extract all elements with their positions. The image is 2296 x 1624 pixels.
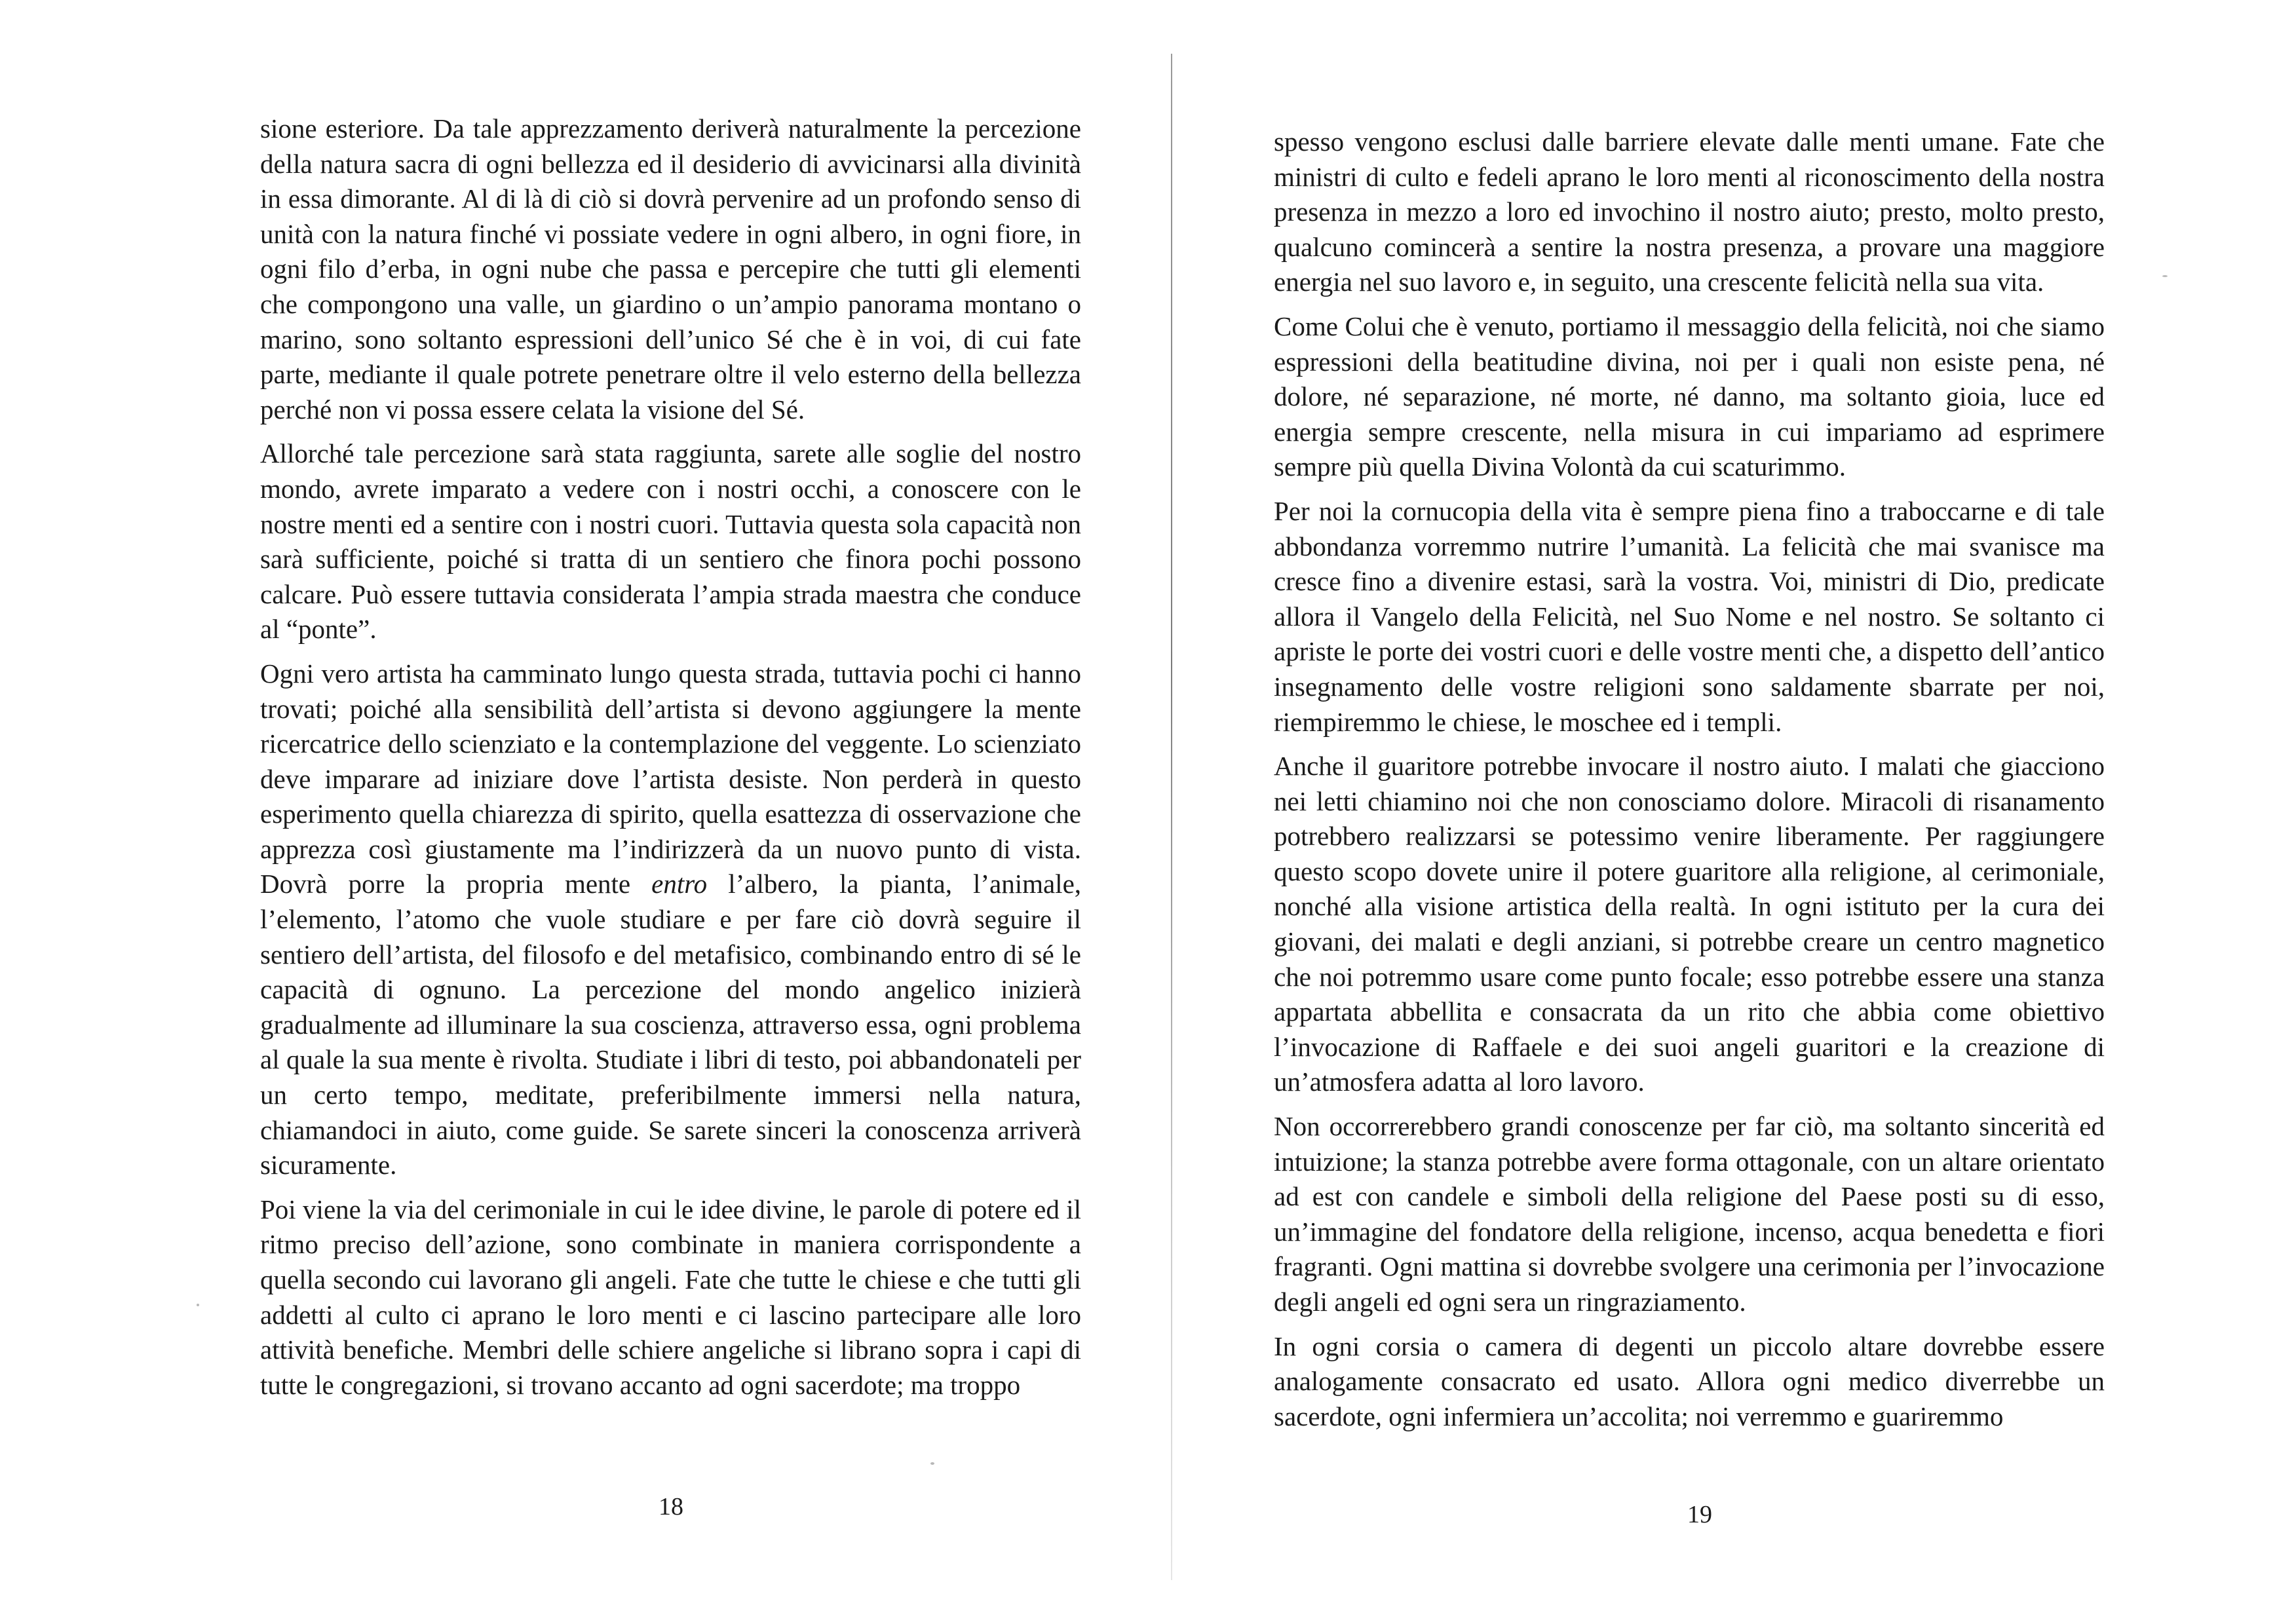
emphasis-entro: entro [651, 869, 708, 899]
page-number-left: 18 [659, 1493, 683, 1520]
page-number-right: 19 [1687, 1501, 1712, 1528]
scan-speck [2162, 275, 2168, 277]
right-paragraph-5: Non occorrerebbero grandi conoscenze per far ciò, ma soltanto sincerità ed intuizione; la stanza potrebbe avere forma ottagonale, con un altare orientato ad est con candele e simboli della religione del Paese posti su di esso, un’immagine del fondatore della religione, incenso, acqua benedetta e fiori fragranti. Ogni mattina si dovrebbe svolgere una cerimonia per l’invocazione degli angeli ed ogni sera un ringraziamento. [1274, 1111, 2105, 1317]
left-paragraph-3-end: l’albero, la pianta, l’animale, l’elemento, l’atomo che vuole studiare e per fare ciò dovrà seguire il sentiero dell’artista, del filosofo e del metafisico, combinando entro di sé le capacità di ognuno. La percezione del mondo angelico inizierà gradualmente ad illuminare la sua coscienza, attraverso essa, ogni problema al quale la sua mente è rivolta. Studiate i libri di testo, poi abbandonateli per un certo tempo, meditate, preferibilmente immersi nella natura, chiamandoci in aiuto, come guide. Se sarete sinceri la conoscenza arriverà sicuramente. [260, 869, 1082, 1180]
right-paragraph-4: Anche il guaritore potrebbe invocare il nostro aiuto. I malati che giacciono nei letti chiamino noi che non conosciamo dolore. Miracoli di risanamento potrebbero realizzarsi se potessimo venire liberamente. Per raggiungere questo scopo dovete unire il potere guaritore alla religione, al cerimoniale, nonché alla visione artistica della realtà. In ogni istituto per la cura dei giovani, dei malati e degli anziani, si potrebbe creare un centro magnetico che noi potremmo usare come punto focale; esso potrebbe essere una stanza appartata abbellita e consacrata da un rito che abbia come obiettivo l’invocazione di Raffaele e dei suoi angeli guaritori e la creazione di un’atmosfera adatta al loro lavoro. [1274, 751, 2105, 1097]
left-paragraph-2: Allorché tale percezione sarà stata raggiunta, sarete alle soglie del nostro mondo, avrete imparato a vedere con i nostri occhi, a conoscere con le nostre menti ed a sentire con i nostri cuori. Tuttavia questa sola capacità non sarà sufficiente, poiché si tratta di un sentiero che finora pochi possono calcare. Può essere tuttavia considerata l’ampia strada maestra che conduce al “ponte”. [260, 438, 1081, 645]
left-page-text [260, 111, 1081, 1412]
scan-speck [930, 1462, 934, 1465]
left-paragraph-4: Poi viene la via del cerimoniale in cui le idee divine, le parole di potere ed il ritmo preciso dell’azione, sono combinate in maniera corrispondente a quella secondo cui lavorano gli angeli. Fate che tutte le chiese e che tutti gli addetti al culto ci aprano le loro menti e ci lascino partecipare alle loro attività benefiche. Membri delle schiere angeliche si librano sopra i capi di tutte le congregazioni, si trovano accanto ad ogni sacerdote; ma troppo [260, 1194, 1081, 1400]
left-paragraph-1: sione esteriore. Da tale apprezzamento deriverà naturalmente la percezione della natura sacra di ogni bellezza ed il desiderio di avvicinarsi alla divinità in essa dimorante. Al di là di ciò si dovrà pervenire ad un profondo senso di unità con la natura finché vi possiate vedere in ogni albero, in ogni fiore, in ogni filo d’erba, in ogni nube che passa e percepire che tutti gli elementi che compongono una valle, un giardino o un’ampio panorama montano o marino, sono soltanto espressioni dell’unico Sé che è in voi, di cui fate parte, mediante il quale potrete penetrare oltre il velo esterno della bellezza perché non vi possa essere celata la visione del Sé. [260, 113, 1081, 425]
left-paragraph-3 [260, 656, 1081, 1183]
left-paragraph-3-start: Ogni vero artista ha camminato lungo questa strada, tuttavia pochi ci hanno trovati; poiché alla sensibilità dell’artista si devono aggiungere la mente ricercatrice dello scienziato e la contemplazione del veggente. Lo scienziato deve imparare ad iniziare dove l’artista desiste. Non perderà in questo esperimento quella chiarezza di spirito, quella esattezza di osservazione che apprezza così giustamente ma l’indirizzerà da un nuovo punto di vista. Dovrà porre la propria mente [260, 658, 1081, 899]
right-paragraph-3: Per noi la cornucopia della vita è sempre piena fino a traboccarne e di tale abbondanza vorremmo nutrire l’umanità. La felicità che mai svanisce ma cresce fino a divenire estasi, sarà la vostra. Voi, ministri di Dio, predicate allora il Vangelo della Felicità, nel Suo Nome e nel nostro. Se soltanto ci apriste le porte dei vostri cuori e delle vostre menti che, a dispetto dell’antico insegnamento delle vostre religioni sono saldamente sbarrate per noi, riempiremmo le chiese, le moschee ed i templi. [1274, 495, 2105, 737]
right-paragraph-1: spesso vengono esclusi dalle barriere elevate dalle menti umane. Fate che ministri di culto e fedeli aprano le loro menti al riconoscimento della nostra presenza in mezzo a loro ed invochino il nostro aiuto; presto, molto presto, qualcuno comincerà a sentire la nostra presenza, a provare una maggiore energia nel suo lavoro e, in seguito, una crescente felicità nella sua vita. [1274, 126, 2105, 297]
right-paragraph-6: In ogni corsia o camera di degenti un piccolo altare dovrebbe essere analogamente consacrato ed usato. Allora ogni medico diverrebbe un sacerdote, ogni infermiera un’accolita; noi verremmo e guariremmo [1274, 1331, 2105, 1431]
right-page-text [1274, 124, 2105, 1443]
scan-speck [197, 1304, 199, 1306]
right-paragraph-2: Come Colui che è venuto, portiamo il messaggio della felicità, noi che siamo espressioni della beatitudine divina, noi per i quali non esiste pena, né dolore, né separazione, né morte, né danno, ma soltanto gioia, luce ed energia sempre crescente, nella misura in cui impariamo ad esprimere sempre più quella Divina Volontà da cui scaturimmo. [1274, 311, 2105, 482]
right-page [1148, 0, 2296, 1624]
